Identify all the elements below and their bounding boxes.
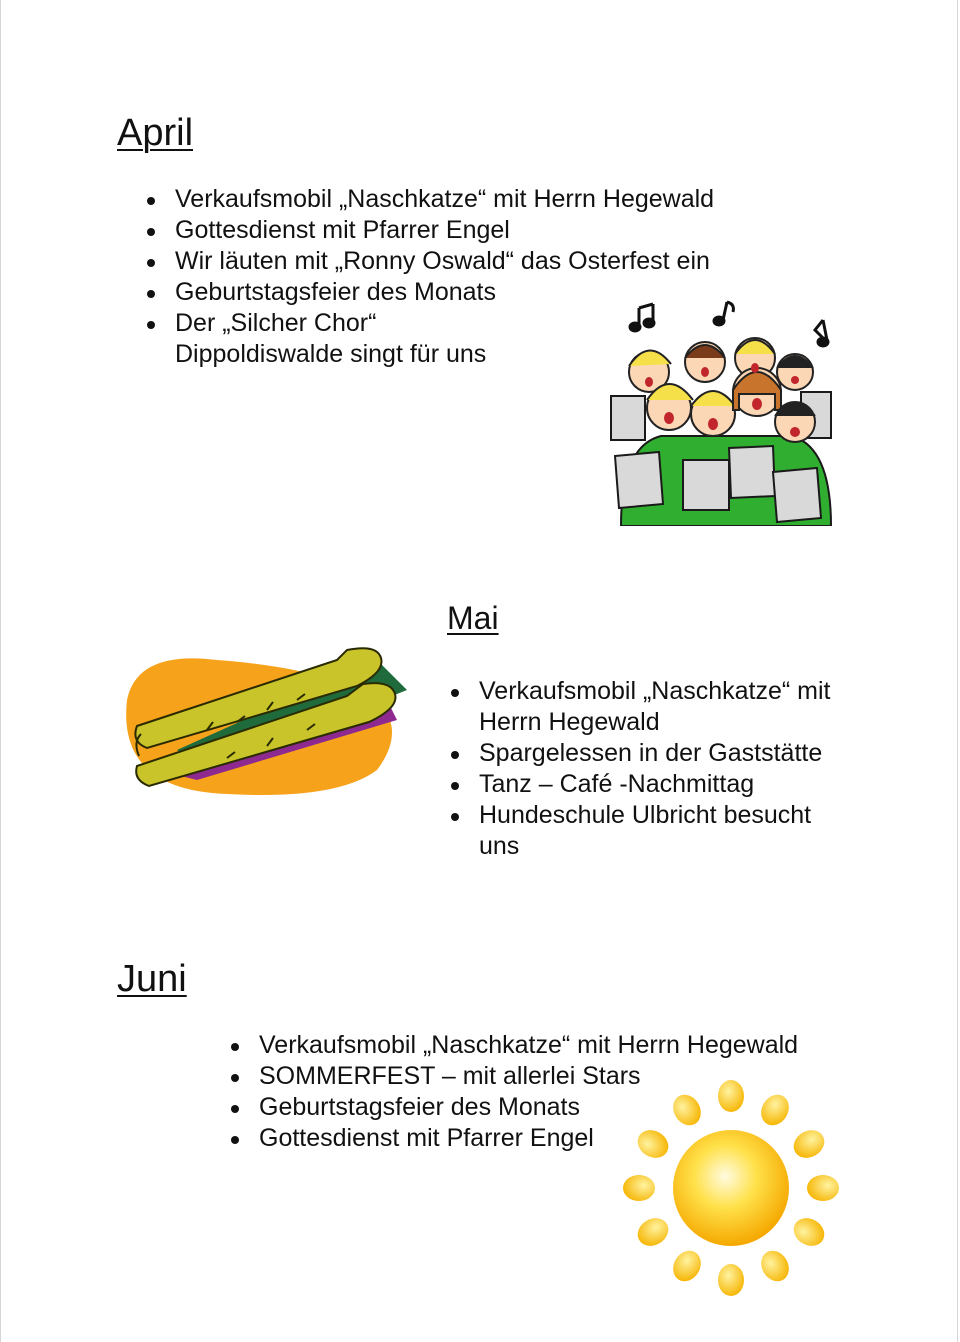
list-item: Tanz – Café -Nachmittag: [421, 769, 861, 800]
list-item: Verkaufsmobil „Naschkatze“ mit Herrn Hegewald: [117, 184, 757, 215]
choir-clipart-icon: [601, 296, 841, 526]
list-item: Spargelessen in der Gaststätte: [421, 738, 861, 769]
list-item: Verkaufsmobil „Naschkatze“ mit Herrn Hegewald: [201, 1030, 841, 1061]
list-item: Gottesdienst mit Pfarrer Engel: [117, 215, 757, 246]
list-item: Geburtstagsfeier des Monats: [117, 277, 757, 308]
sun-clipart-icon: [619, 1078, 843, 1298]
heading-juni: Juni: [117, 958, 187, 1000]
heading-april: April: [117, 112, 194, 154]
list-item: Verkaufsmobil „Naschkatze“ mit Herrn Hegewald: [421, 676, 861, 738]
list-mai: [421, 676, 861, 862]
list-item: Gottesdienst mit Pfarrer Engel: [201, 1123, 841, 1154]
list-item: Geburtstagsfeier des Monats: [201, 1092, 841, 1123]
heading-mai: Mai: [447, 600, 499, 636]
asparagus-clipart-icon: [117, 630, 413, 800]
list-item: Der „Silcher Chor“ Dippoldiswalde singt für uns: [117, 308, 515, 370]
list-item: Wir läuten mit „Ronny Oswald“ das Osterfest ein: [117, 246, 757, 277]
list-item: Hundeschule Ulbricht besucht uns: [421, 800, 829, 862]
list-item: SOMMERFEST – mit allerlei Stars: [201, 1061, 841, 1092]
